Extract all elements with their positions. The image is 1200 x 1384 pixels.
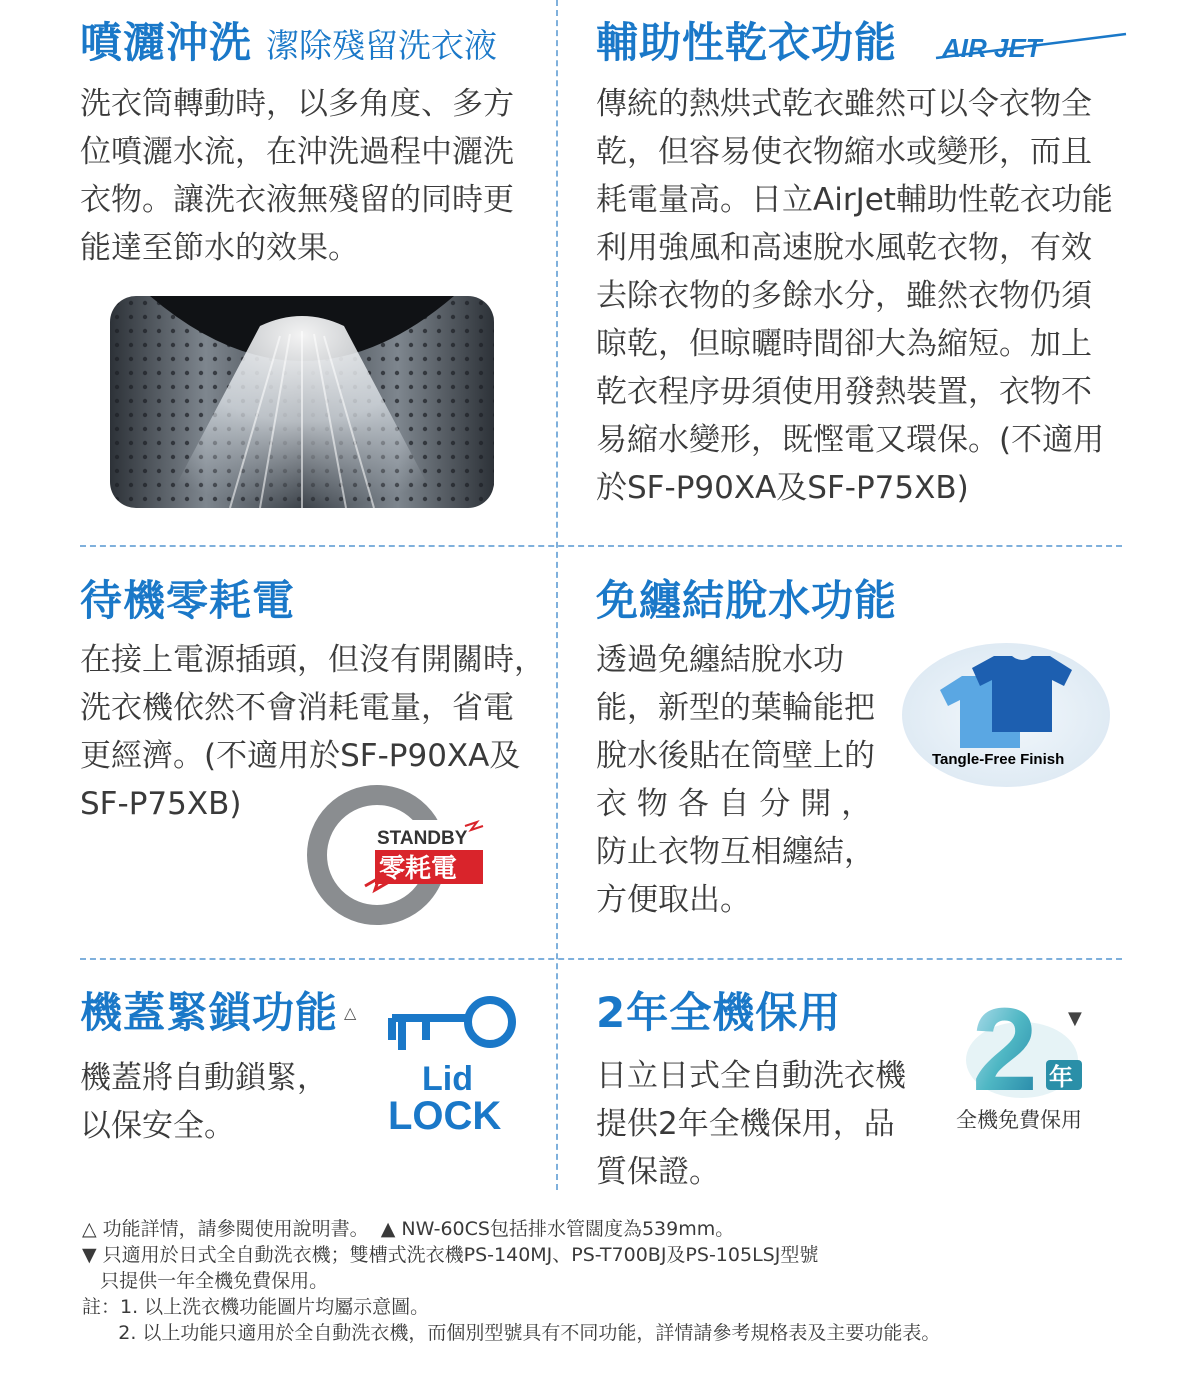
warranty-badge-caption: 全機免費保用 (956, 1108, 1082, 1132)
warranty-title: 2年全機保用 (596, 988, 842, 1037)
lidlock-logo-line2: LOCK (388, 1094, 502, 1138)
vertical-divider (556, 0, 558, 1190)
lidlock-title: 機蓋緊鎖功能 △ (80, 988, 358, 1037)
tangle-body: 透過免纏結脫水功 能，新型的葉輪能把 脫水後貼在筒壁上的 衣 物 各 自 分 開 ， 防止衣物互相纏結， 方便取出。 (596, 642, 875, 918)
warranty-body: 日立日式全自動洗衣機 提供2年全機保用，品 質保證。 (596, 1058, 906, 1190)
spray-title: 噴灑沖洗 潔除殘留洗衣液 (80, 18, 498, 67)
tangle-shirt-graphic (900, 640, 1112, 790)
tangle-title: 免纏結脫水功能 (596, 576, 898, 625)
lidlock-logo (386, 996, 528, 1138)
warranty-badge-number: 2 (972, 990, 1038, 1100)
lidlock-body: 機蓋將自動鎖緊， 以保安全。 (80, 1060, 328, 1144)
tangle-caption: Tangle-Free Finish (932, 751, 1065, 768)
spray-body: 洗衣筒轉動時，以多角度、多方 位噴灑水流，在沖洗過程中灑洗 衣物。讓洗衣液無殘留的同時更 能達至節水的效果。 (80, 86, 514, 266)
footnotes (82, 1216, 940, 1346)
footnote-2: ▼ 只適用於日式全自動洗衣機；雙槽式洗衣機PS-140MJ、PS-T700BJ及PS-105LSJ型號 (82, 1244, 819, 1266)
lidlock-logo-line1: Lid (422, 1060, 473, 1098)
footnote-5: 2. 以上功能只適用於全自動洗衣機，而個別型號具有不同功能，詳情請參考規格表及主要功能表。 (82, 1322, 941, 1344)
lidlock-mark: △ (344, 1003, 358, 1022)
warranty-badge-year: 年 (1049, 1063, 1073, 1091)
spray-subtitle: 潔除殘留洗衣液 (266, 26, 498, 65)
standby-badge-top: STANDBY (377, 828, 468, 849)
airjet-logo (930, 24, 1130, 64)
spray-drum-image (110, 296, 494, 508)
footnote-3: 只提供一年全機免費保用。 (82, 1270, 329, 1292)
warranty-mark: ▼ (1068, 1008, 1082, 1029)
airjet-title: 輔助性乾衣功能 (596, 18, 898, 67)
standby-body: 在接上電源插頭，但沒有開關時， 洗衣機依然不會消耗電量，省電 更經濟。(不適用於SF-P90XA及 SF-P75XB) (80, 642, 545, 822)
airjet-logo-text: AIR JET (942, 33, 1042, 63)
footnote-1: △ 功能詳情，請參閱使用說明書。 ▲ NW-60CS包括排水管闊度為539mm。 (82, 1218, 735, 1240)
standby-title: 待機零耗電 (80, 576, 296, 625)
horizontal-divider-2 (80, 958, 1122, 960)
horizontal-divider-1 (80, 545, 1122, 547)
footnote-4: 註：1. 以上洗衣機功能圖片均屬示意圖。 (82, 1296, 430, 1318)
airjet-body: 傳統的熱烘式乾衣雖然可以令衣物全 乾，但容易使衣物縮水或變形，而且 耗電量高。日立AirJet輔助性乾衣功能 利用強風和高速脫水風乾衣物，有效 去除衣物的多餘水分，雖然衣物仍須 晾乾，但晾曬時間卻大為縮短。加上 乾衣程序毋須使用發熱裝置，衣物不 易縮水變形，既慳電又環保。(不適用 於SF-P90XA及SF-P75XB) (596, 86, 1113, 506)
standby-badge-bottom: 零耗電 (379, 854, 458, 884)
warranty-badge (950, 990, 1100, 1140)
standby-badge (305, 782, 495, 927)
